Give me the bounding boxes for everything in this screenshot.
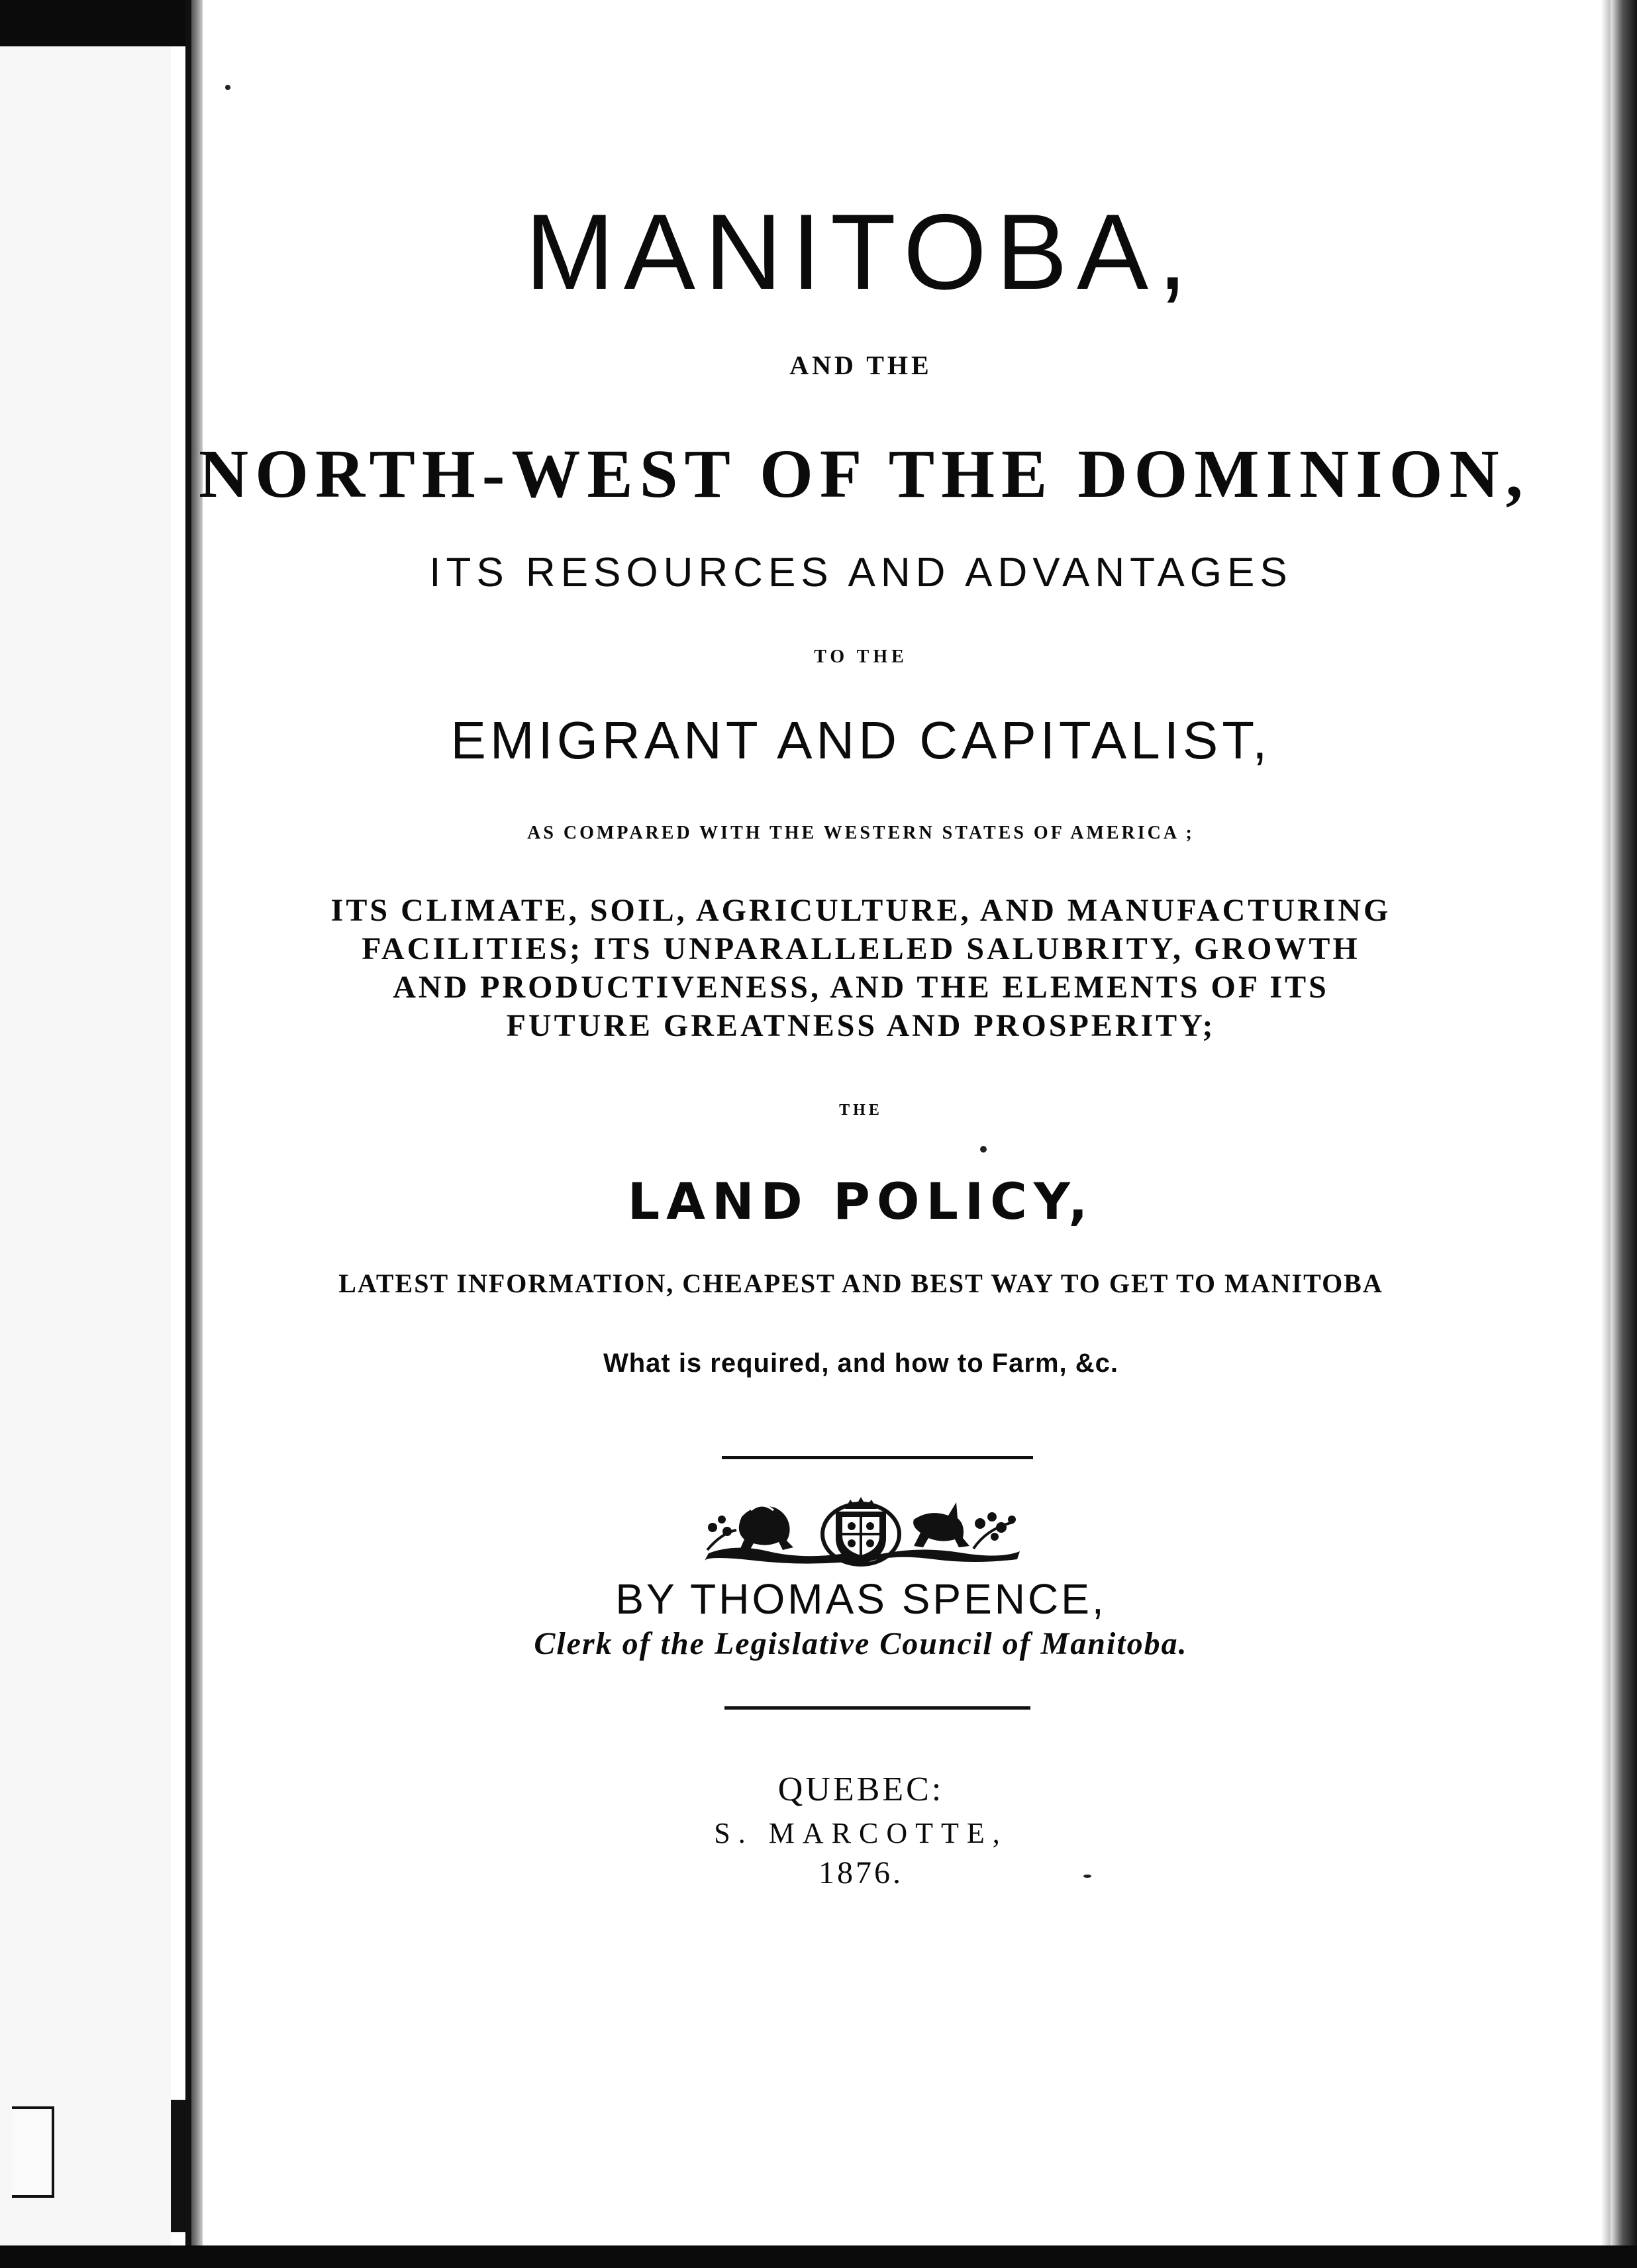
farming-line: What is required, and how to Farm, &c.	[603, 1349, 1119, 1378]
page-right-edge	[1611, 0, 1637, 2268]
divider-rule	[724, 1706, 1030, 1710]
description-line: FACILITIES; ITS UNPARALLELED SALUBRITY, GROWTH	[362, 931, 1360, 966]
book-binding-edge	[185, 0, 203, 2268]
latest-info-line: LATEST INFORMATION, CHEAPEST AND BEST WAY TO GET TO MANITOBA	[338, 1268, 1383, 1298]
scan-page-tab	[12, 2106, 54, 2198]
publication-year: 1876.	[818, 1855, 903, 1890]
scan-left-margin	[0, 0, 171, 2268]
page-right-shadow	[1601, 0, 1611, 2268]
paper-speck	[225, 85, 230, 90]
land-policy-heading: LAND POLICY,	[627, 1172, 1095, 1231]
publication-place: QUEBEC:	[777, 1771, 944, 1808]
the-line: THE	[839, 1102, 883, 1119]
author-line: BY THOMAS SPENCE,	[615, 1575, 1107, 1623]
paper-speck	[980, 1146, 987, 1153]
author-title: Clerk of the Legislative Council of Manitoba.	[534, 1626, 1188, 1661]
description-block	[199, 892, 1523, 1045]
emigrant-line: EMIGRANT AND CAPITALIST,	[450, 711, 1271, 770]
scan-bottom-band	[0, 2245, 1637, 2268]
description-line: FUTURE GREATNESS AND PROSPERITY;	[506, 1008, 1216, 1043]
resources-line: ITS RESOURCES AND ADVANTAGES	[429, 550, 1293, 595]
publisher-name: S. MARCOTTE,	[714, 1817, 1008, 1849]
title-connector: AND THE	[789, 350, 932, 380]
to-the-line: TO THE	[814, 646, 908, 667]
description-line: ITS CLIMATE, SOIL, AGRICULTURE, AND MANUFACTURING	[330, 893, 1391, 928]
royal-coat-of-arms-emblem-icon	[695, 1490, 1026, 1570]
comparison-line: AS COMPARED WITH THE WESTERN STATES OF AMERICA ;	[527, 823, 1195, 843]
description-line: AND PRODUCTIVENESS, AND THE ELEMENTS OF ITS	[393, 970, 1329, 1005]
book-title: MANITOBA,	[524, 192, 1197, 312]
book-subtitle: NORTH-WEST OF THE DOMINION,	[199, 436, 1530, 512]
scan-binding-shadow	[171, 2100, 188, 2232]
scan-top-left-band	[0, 0, 199, 46]
divider-rule	[722, 1456, 1033, 1459]
